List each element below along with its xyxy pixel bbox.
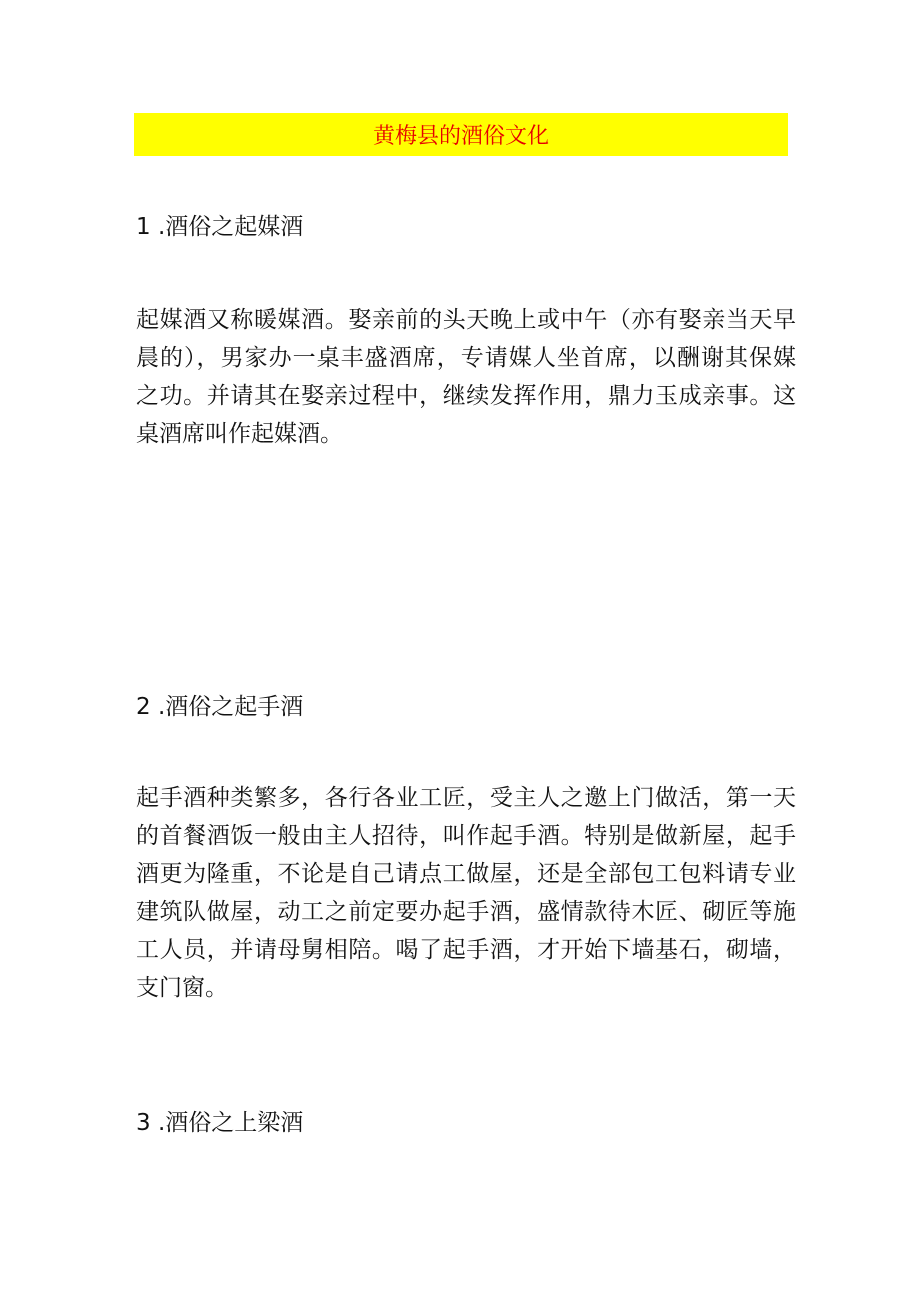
section-3-number: 3 (136, 1110, 151, 1136)
paragraph-line: 工人员，并请母舅相陪。喝了起手酒，才开始下墙基石，砌墙， (136, 937, 796, 963)
paragraph-line: 起媒酒又称暖媒酒。娶亲前的头天晚上或中午（亦有娶亲当天早 (136, 307, 796, 333)
paragraph-line: 的首餐酒饭一般由主人招待，叫作起手酒。特别是做新屋，起手 (136, 823, 796, 849)
section-2-title: .酒俗之起手酒 (158, 694, 304, 720)
section-1-heading (136, 212, 303, 242)
section-3-title: .酒俗之上梁酒 (158, 1110, 304, 1136)
section-2-paragraph (136, 779, 796, 1007)
paragraph-line: 晨的），男家办一桌丰盛酒席，专请媒人坐首席，以酬谢其保媒 (136, 345, 796, 371)
paragraph-line: 支门窗。 (136, 975, 228, 1001)
section-1-number: 1 (136, 214, 151, 240)
paragraph-line: 之功。并请其在娶亲过程中，继续发挥作用，鼎力玉成亲事。这 (136, 383, 796, 409)
section-3-heading (136, 1108, 303, 1138)
section-2-number: 2 (136, 694, 151, 720)
paragraph-line: 桌酒席叫作起媒酒。 (136, 421, 343, 447)
section-1-title: .酒俗之起媒酒 (158, 214, 304, 240)
section-2-heading (136, 692, 303, 722)
document-title-bar (134, 113, 788, 156)
paragraph-line: 酒更为隆重，不论是自己请点工做屋，还是全部包工包料请专业 (136, 861, 796, 887)
document-title: 黄梅县的酒俗文化 (372, 124, 549, 149)
paragraph-line: 建筑队做屋，动工之前定要办起手酒，盛情款待木匠、砌匠等施 (136, 899, 796, 925)
section-1-paragraph (136, 301, 796, 453)
paragraph-line: 起手酒种类繁多，各行各业工匠，受主人之邀上门做活，第一天 (136, 785, 796, 811)
